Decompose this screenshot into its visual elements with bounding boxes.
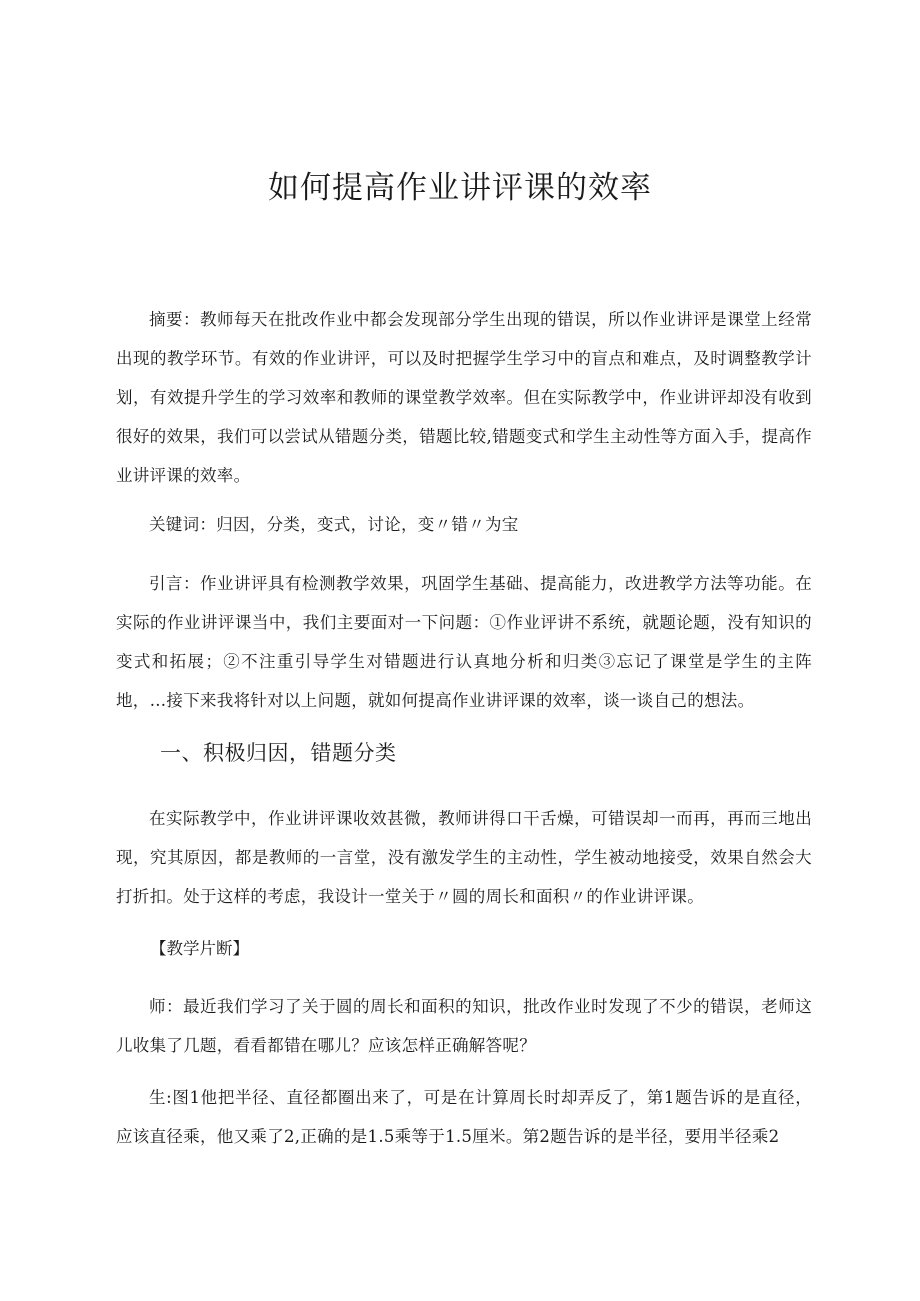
document-title: 如何提高作业讲评课的效率 (268, 170, 652, 206)
abstract-paragraph: 摘要：教师每天在批改作业中都会发现部分学生出现的错误，所以作业讲评是课堂上经常出现的教学环节。有效的作业讲评，可以及时把握学生学习中的盲点和难点，及时调整教学计划，有效提升学生的学习效率和教师的课堂教学效率。但在实际教学中，作业讲评却没有收到很好的效果，我们可以尝试从错题分类，错题比较,错题变式和学生主动性等方面入手，提高作业讲评课的效率。 (116, 310, 812, 485)
section-1-body-paragraph: 在实际教学中，作业讲评课收效甚微，教师讲得口干舌燥，可错误却一而再，再而三地出现，究其原因，都是教师的一言堂，没有激发学生的主动性，学生被动地接受，效果自然会大打折扣。处于这样的考虑，我设计一堂关于〃圆的周长和面积〃的作业讲评课。 (116, 809, 812, 906)
teaching-fragment-label: 【教学片断】 (150, 939, 249, 958)
section-heading-1: 一、积极归因，错题分类 (160, 741, 397, 765)
teacher-dialogue-paragraph: 师：最近我们学习了关于圆的周长和面积的知识，批改作业时发现了不少的错误，老师这儿收集了几题，看看都错在哪儿？应该怎样正确解答呢？ (116, 997, 812, 1055)
student-dialogue-paragraph: 生:图1他把半径、直径都圈出来了，可是在计算周长时却弄反了，第1题告诉的是直径，应该直径乘，他又乘了2,正确的是1.5乘等于1.5厘米。第2题告诉的是半径，要用半径乘2 (116, 1088, 812, 1146)
keywords-paragraph: 关键词：归因，分类，变式，讨论，变〃错〃为宝 (149, 515, 519, 534)
introduction-paragraph: 引言：作业讲评具有检测教学效果，巩固学生基础、提高能力，改进教学方法等功能。在实际的作业讲评课当中，我们主要面对一下问题：①作业评讲不系统，就题论题，没有知识的变式和拓展；②不注重引导学生对错题进行认真地分析和归类③忘记了课堂是学生的主阵地，…接下来我将针对以上问题，就如何提高作业讲评课的效率，谈一谈自己的想法。 (116, 574, 812, 710)
